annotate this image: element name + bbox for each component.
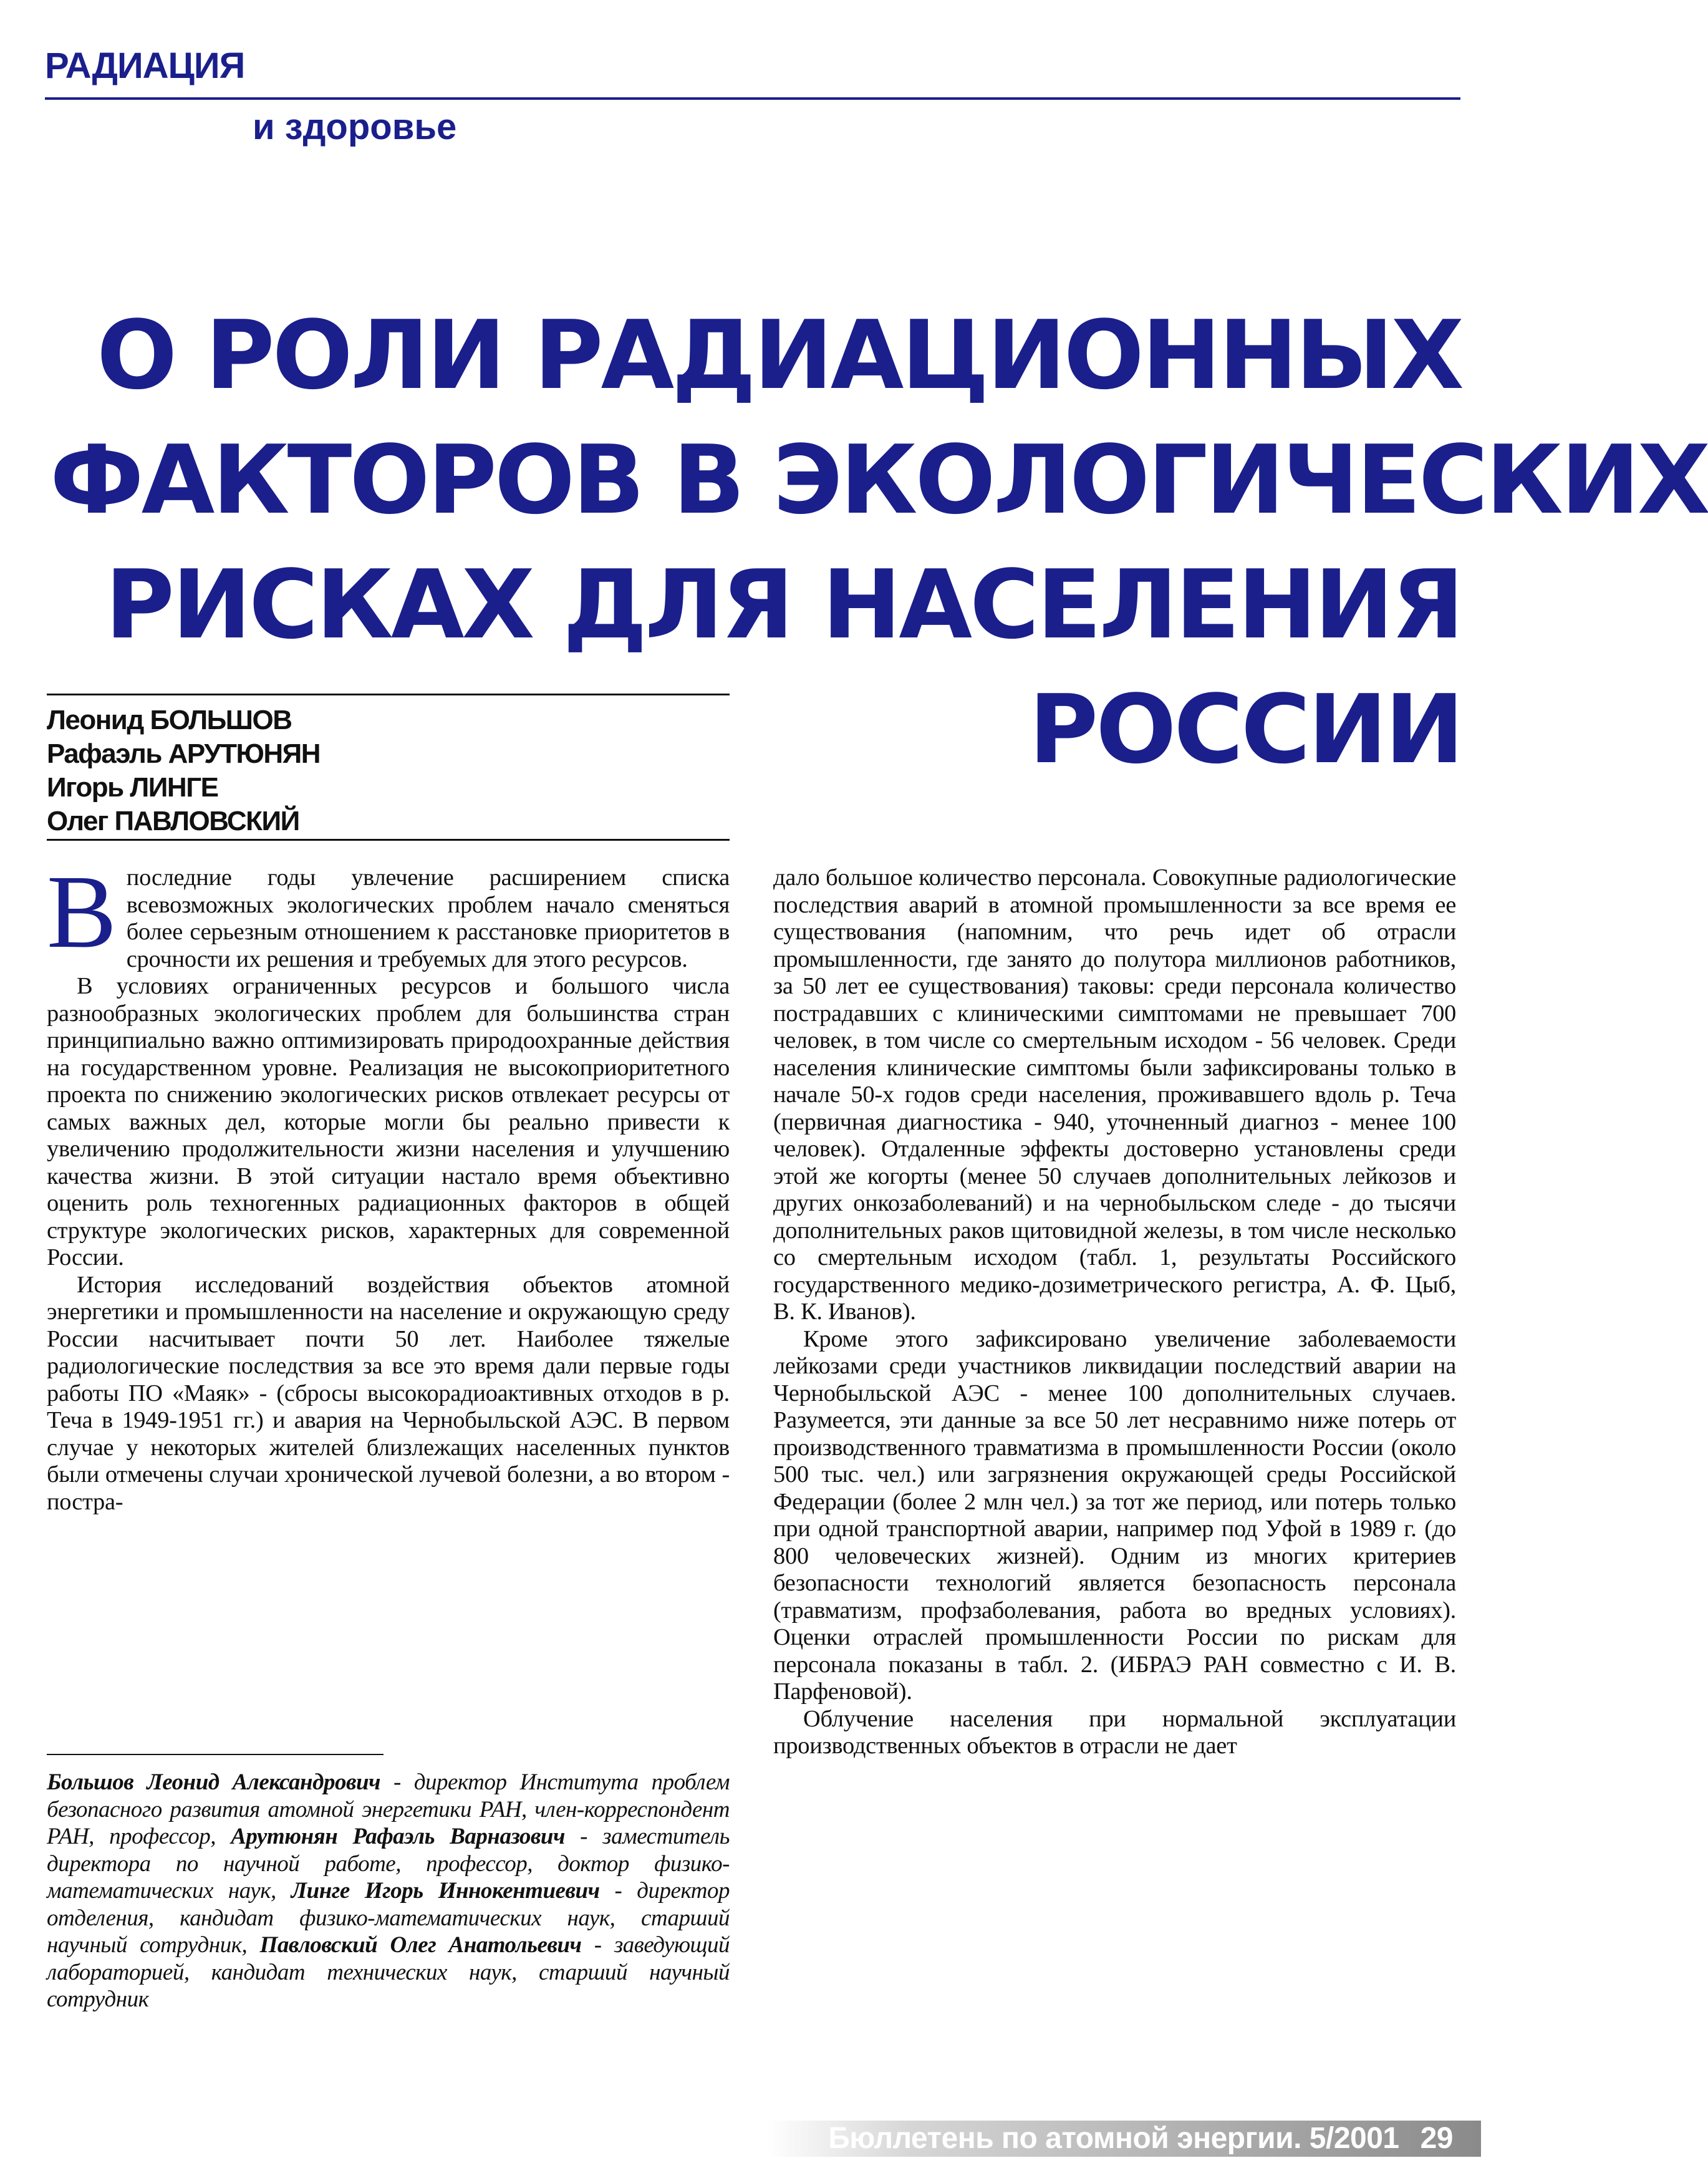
authors-rule-bottom bbox=[47, 839, 730, 841]
author bbox=[47, 737, 320, 771]
authors-rule-top bbox=[47, 694, 730, 695]
footnote-text: - заведующий лабораторией, кандидат технических наук, старший научный сотрудник bbox=[47, 1932, 730, 2012]
author-list bbox=[47, 704, 320, 838]
body-paragraph: Кроме этого зафиксировано увеличение заболеваемости лейкозами среди участников ликвидации последствий аварии на Чернобыльской АЭС - менее 100 дополнительных случаев. Разумеется, эти данные за все 50 лет несравнимо ниже потерь от производственного травматизма в промышленности России (около 500 тыс. чел.) или загрязнения окружающей среды Российской Федерации (более 2 млн чел.) за тот же период, или потерь только при одной транспортной аварии, например под Уфой в 1989 г. (до 800 человеческих жизней). Одним из многих критериев безопасности технологий является безопасность персонала (травматизм, профзаболевания, работа во вредных условиях). Оценки отраслей промышленности России по рискам для персонала показаны в табл. 2. (ИБРАЭ РАН совместно с И. В. Парфеновой). bbox=[773, 1325, 1456, 1705]
journal-name: Бюллетень по атомной энергии. 5/2001 bbox=[828, 2122, 1399, 2155]
author-first-name: Рафаэль bbox=[47, 738, 162, 769]
footnote-name: Павловский Олег Анатольевич bbox=[259, 1932, 582, 1958]
title-line: ФАКТОРОВ В ЭКОЛОГИЧЕСКИХ bbox=[50, 425, 1708, 535]
author-first-name: Леонид bbox=[47, 705, 143, 735]
author-last-name: ЛИНГЕ bbox=[130, 772, 218, 803]
footnote-name: Арутюнян Рафаэль Варназович bbox=[231, 1824, 565, 1849]
author bbox=[47, 704, 320, 737]
footnote-name: Большов Леонид Александрович bbox=[47, 1769, 380, 1795]
footnote-name: Линге Игорь Иннокентиевич bbox=[291, 1878, 600, 1904]
section-sublabel: и здоровье bbox=[253, 107, 457, 147]
body-paragraph: дало большое количество персонала. Совокупные радиологические последствия аварий в атомной промышленности за все время ее существования (напомним, что речь идет об отрасли промышленности, где занято до полутора миллионов работников, за 50 лет ее существования) таковы: среди персонала количество пострадавших с клиническими симптомами не превышает 700 человек, в том числе со смертельным исходом - 56 человек. Среди населения клинические симптомы были зафиксированы только в начале 50-х годов среди населения, проживавшего вдоль р. Теча (первичная диагностика - 940, уточненный диагноз - менее 100 человек). Отдаленные эффекты достоверно установлены среди этой же когорты (менее 50 случаев дополнительных лейкозов и других онкозаболеваний) и на чернобыльском следе - до тысячи дополнительных раков щитовидной железы, в том числе несколько со смертельным исходом (табл. 1, результаты Российского государственного медико-дозиметрического регистра, А. Ф. Цыб, В. К. Иванов). bbox=[773, 864, 1456, 1325]
body-paragraph: История исследований воздействия объектов атомной энергетики и промышленности на население и окружающую среду России насчитывает почти 50 лет. Наиболее тяжелые радиологические последствия за все это время дали первые годы работы ПО «Маяк» - (сбросы высокорадиоактивных отходов в р. Теча в 1949-1951 гг.) и авария на Чернобыльской АЭС. В первом случае у некоторых жителей близлежащих населенных пунктов были отмечены случаи хронической лучевой болезни, а во втором - постра- bbox=[47, 1271, 730, 1515]
paragraph-text: последние годы увлечение расширением списка всевозможных экологических проблем начало сменяться более серьезным отношением к расстановке приоритетов в срочности их решения и требуемых для этого ресурсов. bbox=[126, 864, 730, 972]
body-paragraph: Облучение населения при нормальной эксплуатации производственных объектов в отрасли не дает bbox=[773, 1705, 1456, 1759]
author-footnote bbox=[47, 1769, 730, 2013]
footnote-text: - директор Института проблем безопасного развития атомной энергетики РАН, член-корреспондент РАН, профессор, bbox=[47, 1769, 730, 1849]
footnote-rule bbox=[47, 1754, 384, 1755]
author-last-name: АРУТЮНЯН bbox=[168, 738, 320, 769]
body-paragraph bbox=[47, 854, 730, 973]
footnote-text: - заместитель директора по научной работе, профессор, доктор физико-математических наук, bbox=[47, 1824, 730, 1904]
author-last-name: БОЛЬШОВ bbox=[150, 705, 292, 735]
title-line: О РОЛИ РАДИАЦИОННЫХ bbox=[97, 300, 1462, 410]
author bbox=[47, 805, 320, 838]
author-first-name: Игорь bbox=[47, 772, 123, 803]
section-label: РАДИАЦИЯ bbox=[45, 46, 245, 86]
body-column-left bbox=[47, 854, 730, 1516]
page-number: 29 bbox=[1420, 2122, 1453, 2155]
title-line: РОССИИ bbox=[1028, 674, 1462, 785]
footnote-text: - директор отделения, кандидат физико-математических наук, старший научный сотрудник, bbox=[47, 1878, 730, 1958]
header-rule bbox=[45, 97, 1460, 100]
author-last-name: ПАВЛОВСКИЙ bbox=[114, 806, 299, 836]
author-first-name: Олег bbox=[47, 806, 108, 836]
title-line: РИСКАХ ДЛЯ НАСЕЛЕНИЯ bbox=[105, 549, 1462, 660]
author bbox=[47, 771, 320, 805]
body-paragraph: В условиях ограниченных ресурсов и большого числа разнообразных экологических проблем для большинства стран принципиально важно оптимизировать природоохранные действия на государственном уровне. Реализация не высокоприоритетного проекта по снижению экологических рисков отвлекает ресурсы от самых важных дел, которые могли бы реально привести к увеличению продолжительности жизни населения и улучшению качества жизни. В этой ситуации настало время объективно оценить роль техногенных радиационных факторов в общей структуре экологических рисков, характерных для современной России. bbox=[47, 973, 730, 1270]
body-column-right bbox=[773, 864, 1456, 1760]
footer bbox=[828, 2121, 1453, 2156]
drop-cap: В bbox=[47, 854, 117, 970]
